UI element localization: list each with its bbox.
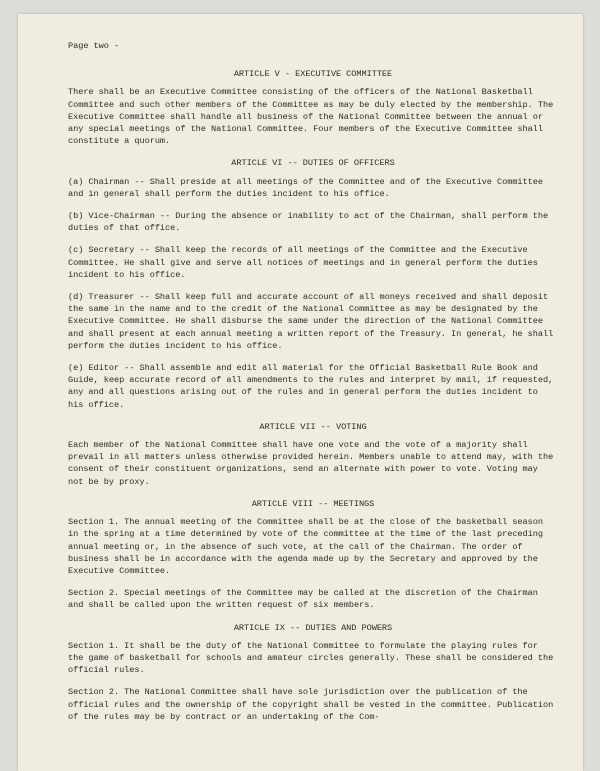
article-viii-section-2: Section 2. Special meetings of the Committee may be called at the discretion of the Chairman and shall be called upon the written request of six members. [68, 588, 538, 611]
article-ix-heading: ARTICLE IX -- DUTIES AND POWERS [233, 622, 393, 633]
article-vi-treasurer: (d) Treasurer -- Shall keep full and accurate account of all moneys received and shall deposit the same in the name and to the credit of the National Committee as may be designated by the Executive Committee. He shall disburse the same under the direction of the National Committee and shall present at each annual meeting a written report of the Treasury. In general, he shall perform the duties incident to his office. [68, 292, 554, 351]
document-page [18, 14, 583, 771]
page-label: Page two - [68, 41, 120, 51]
article-viii-heading: ARTICLE VIII -- MEETINGS [251, 498, 375, 509]
article-ix-section-1: Section 1. It shall be the duty of the National Committee to formulate the playing rules for the game of basketball for schools and amateur circles generally. These shall be considered the official rules. [68, 640, 554, 676]
article-vi-chairman: (a) Chairman -- Shall preside at all meetings of the Committee and of the Executive Committee and in general shall perform the duties incident to his office. [68, 176, 543, 199]
article-vi-heading: ARTICLE VI -- DUTIES OF OFFICERS [231, 158, 395, 169]
article-vii-heading: ARTICLE VII -- VOTING [259, 421, 367, 432]
article-vi-secretary: (c) Secretary -- Shall keep the records of all meetings of the Committee and the Executive Committee. He shall give and serve all notices of meetings and in general perform the duties incident to his office. [68, 245, 538, 280]
article-vi-editor: (e) Editor -- Shall assemble and edit all material for the Official Basketball Rule Book and Guide, keep accurate record of all amendments to the rules and interpret by mail, if requested, any and all questions arising out of the rules and in general perform the duties incident to his office. [68, 363, 554, 410]
article-v-heading: ARTICLE V - EXECUTIVE COMMITTEE [233, 69, 393, 80]
article-vi-vice-chairman: (b) Vice-Chairman -- During the absence or inability to act of the Chairman, shall perform the duties of that office. [68, 211, 549, 234]
document-body [68, 40, 558, 733]
article-vii-paragraph: Each member of the National Committee shall have one vote and the vote of a majority shall prevail in all matters unless otherwise provided herein. Members unable to attend may, with the consent of their constituent organizations, send an alternate with power to vote. Voting may not be by proxy. [68, 440, 554, 487]
article-viii-section-1: Section 1. The annual meeting of the Committee shall be at the close of the basketball season in the spring at a time determined by vote of the committee at the time of the last preceding annual meeting or, in the absence of such vote, at the call of the Chairman. The order of business shall be in accordance with the agenda made up by the Secretary and approved by the Executive Committee. [68, 517, 543, 576]
article-ix-section-2: Section 2. The National Committee shall have sole jurisdiction over the publication of the official rules and the ownership of the copyright shall be vested in the committee. Publication of the rules may be by contract or an undertaking of the Com- [68, 687, 554, 722]
article-v-paragraph: There shall be an Executive Committee consisting of the officers of the National Basketball Committee and such other members of the Committee as may be duly elected by the membership. The Executive Committee shall handle all business of the National Committee between the annual or any special meetings of the National Committee. Four members of the Executive Committee shall constitute a quorum. [68, 87, 554, 147]
